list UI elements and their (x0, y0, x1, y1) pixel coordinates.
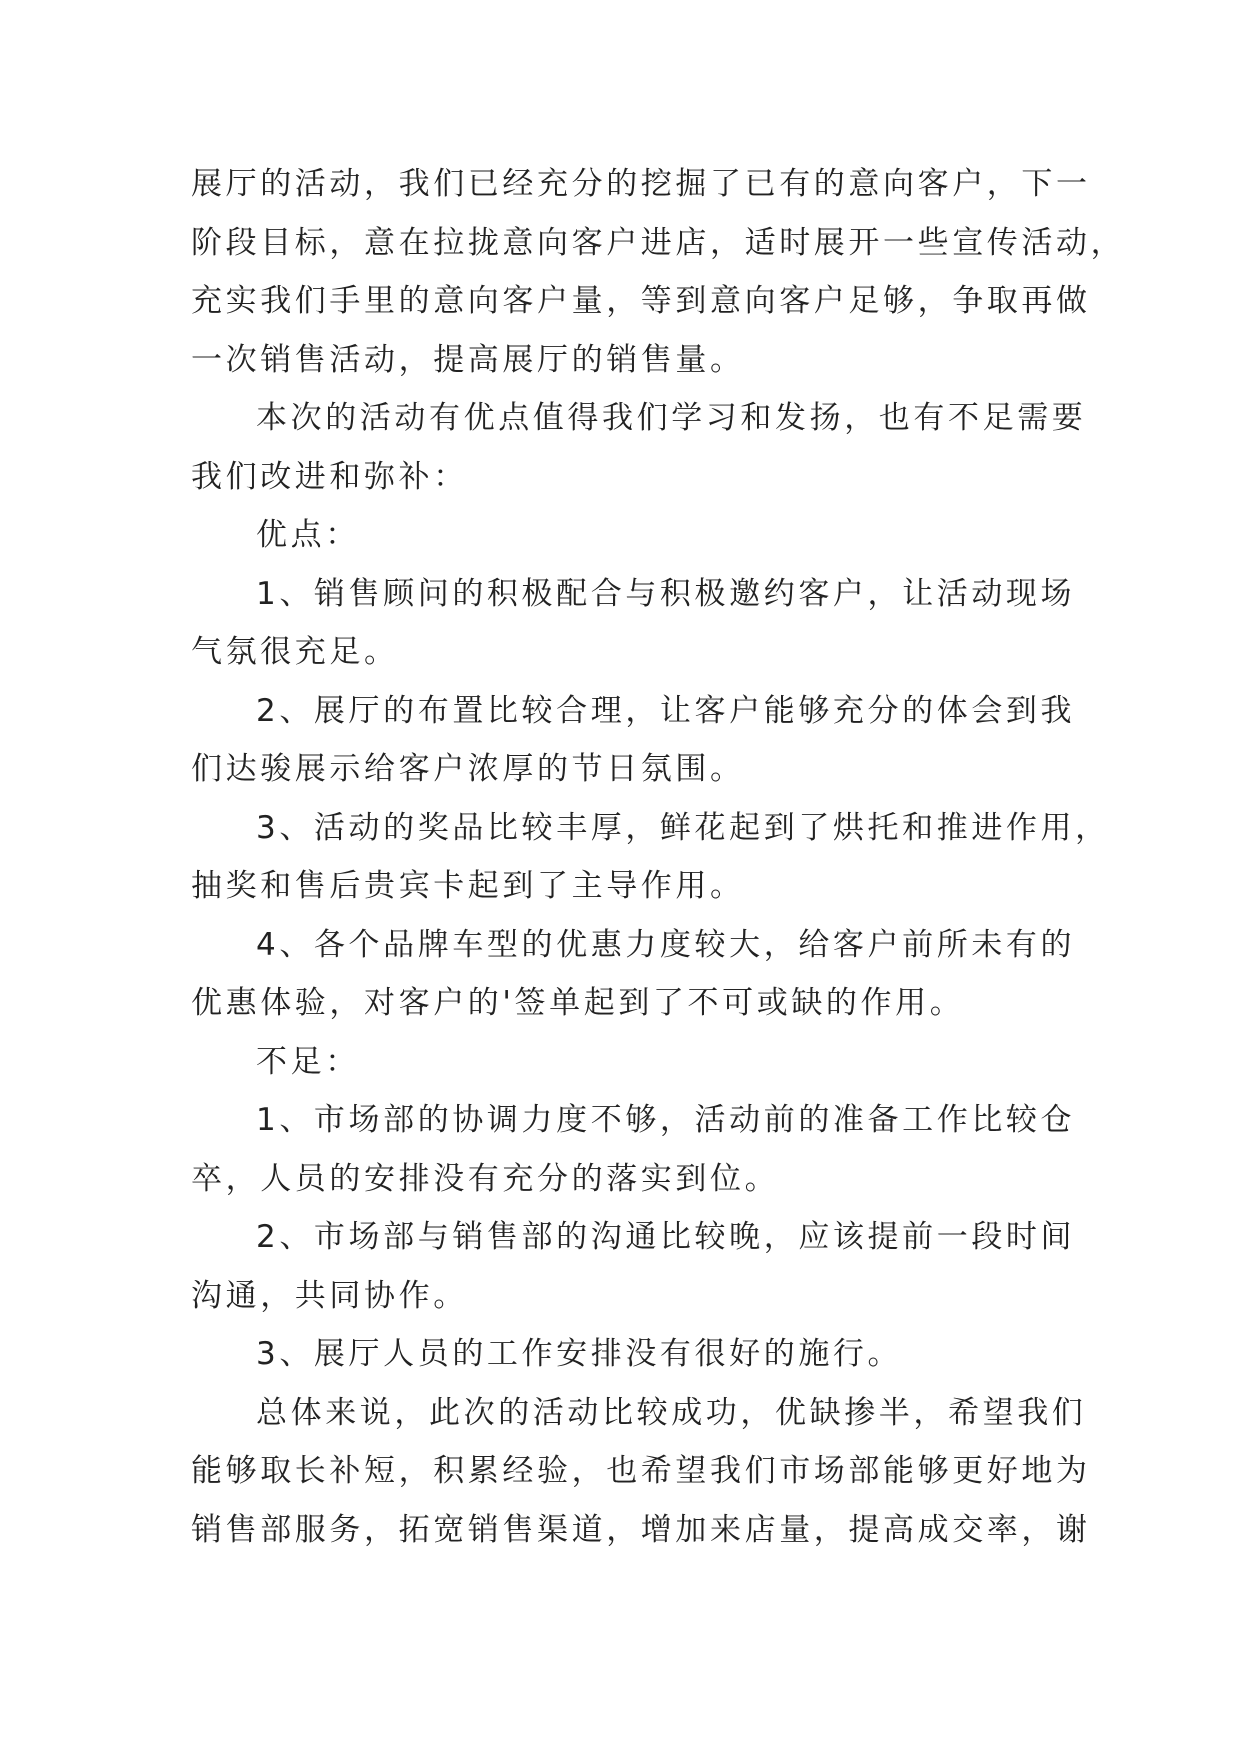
text-line: 充实我们手里的意向客户量，等到意向客户足够，争取再做 (191, 283, 1091, 319)
text-line: 阶段目标，意在拉拢意向客户进店，适时展开一些宣传活动， (191, 224, 1126, 261)
pro-item-3 (191, 799, 1110, 916)
heading-cons (191, 1033, 1071, 1092)
paragraph-next-stage-goal (191, 155, 1126, 389)
text-line: 3、活动的奖品比较丰厚，鲜花起到了烘托和推进作用， (256, 809, 1110, 846)
text-line: 们达骏展示给客户浓厚的节日氛围。 (191, 751, 745, 787)
text-line: 能够取长补短，积累经验，也希望我们市场部能够更好地为 (191, 1453, 1091, 1489)
heading-pros (191, 506, 1071, 565)
text-line: 抽奖和售后贵宾卡起到了主导作用。 (191, 868, 745, 904)
document-body (191, 155, 1126, 1559)
con-item-1 (191, 1091, 1076, 1208)
section-heading: 不足： (256, 1043, 360, 1080)
text-line: 3、展厅人员的工作安排没有很好的施行。 (256, 1336, 903, 1372)
pro-item-4 (191, 916, 1076, 1033)
text-line: 1、市场部的协调力度不够，活动前的准备工作比较仓 (256, 1102, 1076, 1138)
text-line: 一次销售活动，提高展厅的销售量。 (191, 341, 745, 378)
text-line: 气氛很充足。 (191, 634, 399, 670)
pro-item-1 (191, 565, 1076, 682)
text-line: 1、销售顾问的积极配合与积极邀约客户，让活动现场 (256, 575, 1076, 612)
text-line: 本次的活动有优点值得我们学习和发扬，也有不足需要 (256, 400, 1087, 436)
con-item-3 (191, 1325, 1071, 1384)
text-line: 销售部服务，拓宽销售渠道，增加来店量，提高成交率，谢 (191, 1511, 1091, 1548)
pro-item-2 (191, 682, 1076, 799)
text-line: 展厅的活动，我们已经充分的挖掘了已有的意向客户，下一 (191, 166, 1091, 202)
text-line: 卒，人员的安排没有充分的落实到位。 (191, 1160, 780, 1197)
con-item-2 (191, 1208, 1076, 1325)
text-line: 沟通，共同协作。 (191, 1277, 468, 1314)
text-line: 4、各个品牌车型的优惠力度较大，给客户前所未有的 (256, 926, 1076, 963)
section-heading: 优点： (256, 517, 360, 553)
text-line: 总体来说，此次的活动比较成功，优缺掺半，希望我们 (256, 1394, 1087, 1431)
text-line: 2、展厅的布置比较合理，让客户能够充分的体会到我 (256, 692, 1076, 729)
text-line: 我们改进和弥补： (191, 458, 468, 495)
text-line: 2、市场部与销售部的沟通比较晚，应该提前一段时间 (256, 1219, 1076, 1255)
text-line: 优惠体验，对客户的'签单起到了不可或缺的作用。 (191, 985, 965, 1021)
paragraph-intro-pros-cons (191, 389, 1087, 506)
paragraph-summary (191, 1384, 1091, 1560)
